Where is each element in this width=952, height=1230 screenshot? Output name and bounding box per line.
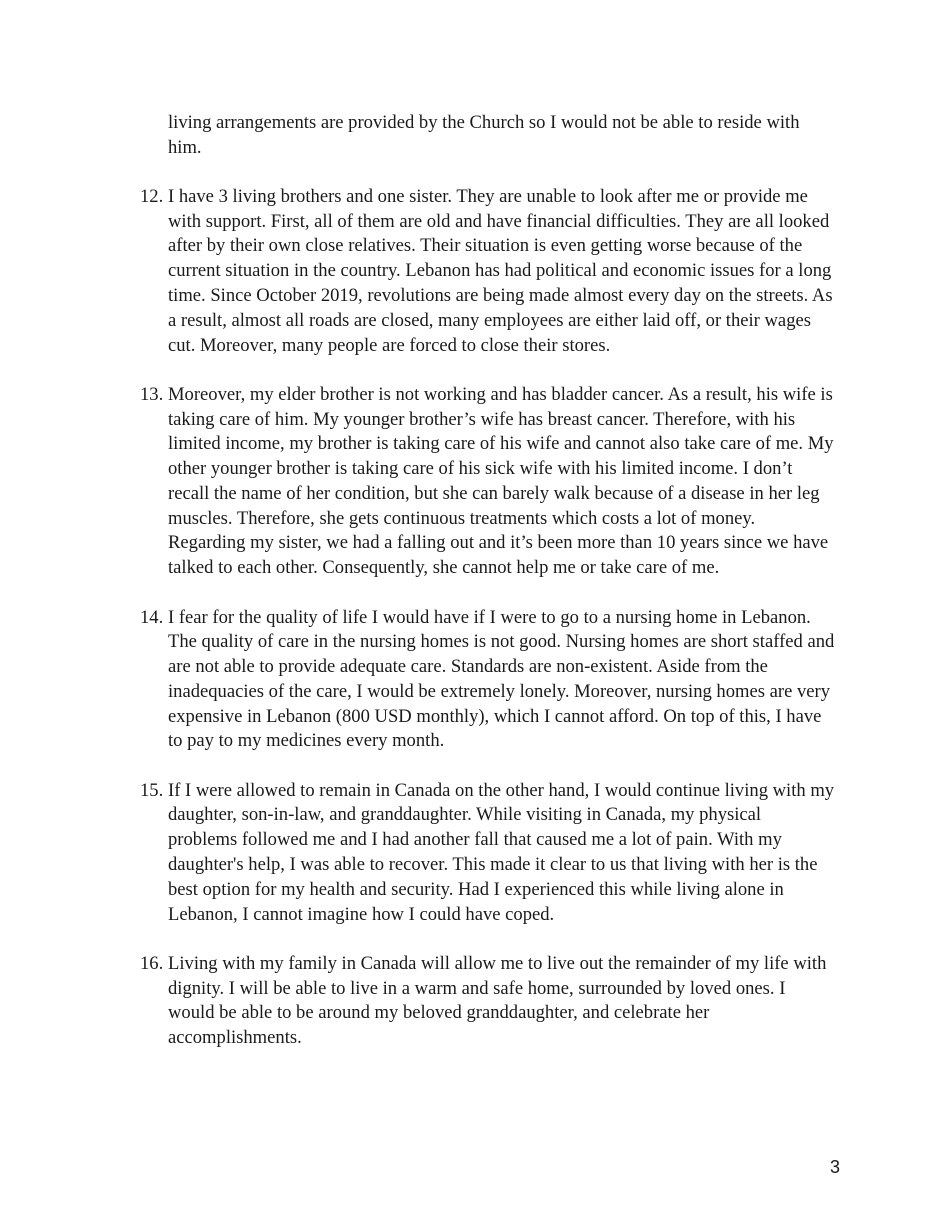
paragraph-13-line: Moreover, my elder brother is not working and has bladder cancer. As a result, his wife is	[168, 384, 833, 405]
paragraph-15-line: If I were allowed to remain in Canada on the other hand, I would continue living with my	[168, 780, 835, 801]
paragraph-15-line: daughter, son-in-law, and granddaughter. While visiting in Canada, my physical	[168, 804, 762, 825]
paragraph-number: 16.	[140, 953, 164, 974]
paragraph-14-line: are not able to provide adequate care. Standards are non-existent. Aside from the	[168, 656, 768, 677]
paragraph-number: 13.	[140, 384, 164, 405]
paragraph-13-line: recall the name of her condition, but she can barely walk because of a disease in her leg	[168, 483, 820, 504]
paragraph-16-line: would be able to be around my beloved granddaughter, and celebrate her	[168, 1002, 710, 1023]
paragraph-12-line: a result, almost all roads are closed, many employees are either laid off, or their wages	[168, 310, 811, 331]
paragraph-14-line: The quality of care in the nursing homes is not good. Nursing homes are short staffed and	[168, 631, 835, 652]
page-number: 3	[830, 1157, 841, 1177]
paragraph-16-line: Living with my family in Canada will allow me to live out the remainder of my life with	[168, 953, 827, 974]
paragraph-15-line: Lebanon, I cannot imagine how I could have coped.	[168, 904, 555, 925]
paragraph-13-line: taking care of him. My younger brother’s wife has breast cancer. Therefore, with his	[168, 409, 796, 430]
paragraph-16-line: accomplishments.	[168, 1027, 302, 1048]
continuation-line: living arrangements are provided by the Church so I would not be able to reside with	[168, 112, 800, 133]
paragraph-number: 15.	[140, 780, 164, 801]
paragraph-13-line: limited income, my brother is taking care of his wife and cannot also take care of me. My	[168, 433, 834, 454]
paragraph-13-line: muscles. Therefore, she gets continuous treatments which costs a lot of money.	[168, 508, 756, 529]
paragraph-number: 12.	[140, 186, 164, 207]
paragraph-14-line: expensive in Lebanon (800 USD monthly), which I cannot afford. On top of this, I have	[168, 706, 822, 727]
paragraph-13-line: Regarding my sister, we had a falling out and it’s been more than 10 years since we have	[168, 532, 829, 553]
paragraph-number: 14.	[140, 607, 164, 628]
paragraph-14-line: inadequacies of the care, I would be extremely lonely. Moreover, nursing homes are very	[168, 681, 831, 702]
paragraph-15-line: best option for my health and security. Had I experienced this while living alone in	[168, 879, 784, 900]
paragraph-12-line: with support. First, all of them are old and have financial difficulties. They are all looked	[168, 211, 830, 232]
continuation-line: him.	[168, 137, 202, 158]
paragraph-12-line: after by their own close relatives. Their situation is even getting worse because of the	[168, 235, 803, 256]
paragraph-14-line: I fear for the quality of life I would have if I were to go to a nursing home in Lebanon.	[168, 607, 811, 628]
paragraph-13-line: other younger brother is taking care of his sick wife with his limited income. I don’t	[168, 458, 793, 479]
paragraph-16-line: dignity. I will be able to live in a warm and safe home, surrounded by loved ones. I	[168, 978, 786, 999]
paragraph-12-line: cut. Moreover, many people are forced to close their stores.	[168, 335, 611, 356]
paragraph-14-line: to pay to my medicines every month.	[168, 730, 445, 751]
paragraph-12-line: I have 3 living brothers and one sister. They are unable to look after me or provide me	[168, 186, 808, 207]
paragraph-12-line: current situation in the country. Lebanon has had political and economic issues for a long	[168, 260, 832, 281]
paragraph-12-line: time. Since October 2019, revolutions are being made almost every day on the streets. As	[168, 285, 833, 306]
paragraph-15-line: daughter's help, I was able to recover. This made it clear to us that living with her is the	[168, 854, 818, 875]
paragraph-13-line: talked to each other. Consequently, she cannot help me or take care of me.	[168, 557, 720, 578]
paragraph-15-line: problems followed me and I had another fall that caused me a lot of pain. With my	[168, 829, 782, 850]
